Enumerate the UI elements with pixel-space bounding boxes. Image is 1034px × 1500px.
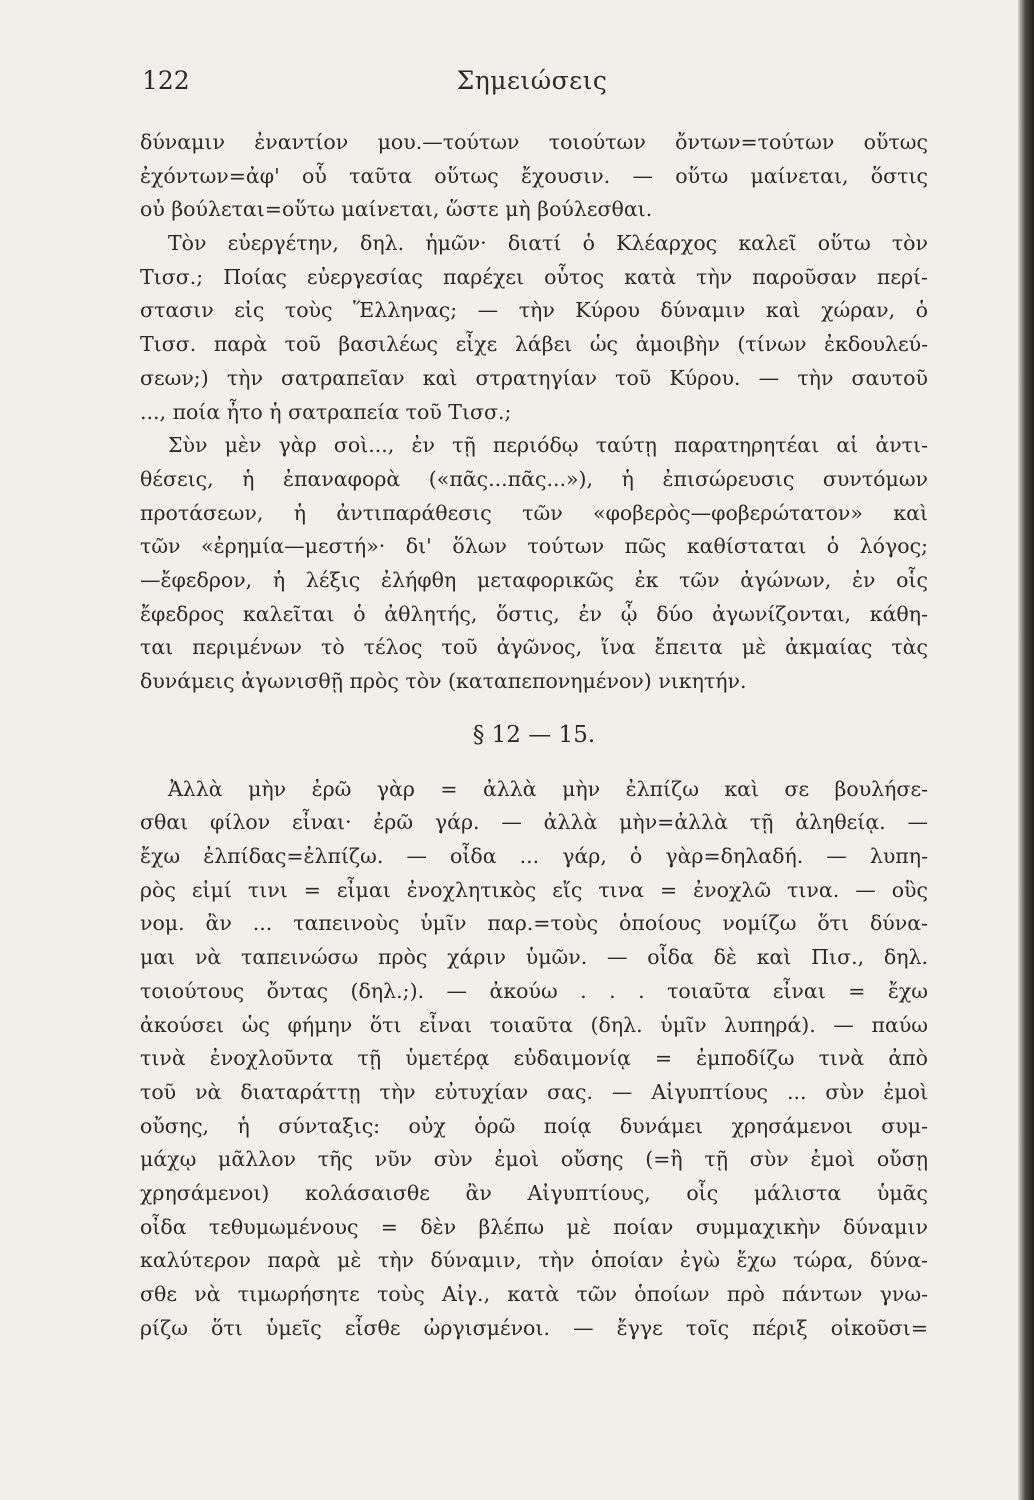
text-line: —ἔφεδρον, ἡ λέξις ἐλήφθη μεταφορικῶς ἐκ τῶν ἀγώνων, ἐν οἷς xyxy=(140,567,928,592)
page-header xyxy=(142,66,922,106)
text-line: τοιούτους ὄντας (δηλ.;). — ἀκούω . . . τοιαῦτα εἶναι = ἔχω xyxy=(140,978,928,1003)
text-line: Τὸν εὐεργέτην, δηλ. ἡμῶν· διατί ὁ Κλέαρχος καλεῖ οὕτω τὸν xyxy=(168,231,928,256)
text-line: ἔχω ἐλπίδας=ἐλπίζω. — οἶδα ... γάρ, ὁ γὰρ=δηλαδή. — λυπη- xyxy=(140,844,928,869)
text-line: μάχῳ μᾶλλον τῆς νῦν σὺν ἐμοὶ οὔσης (=ἢ τῇ σὺν ἐμοὶ οὔσῃ xyxy=(140,1147,928,1172)
text-line: στασιν εἰς τοὺς Ἕλληνας; — τὴν Κύρου δύναμιν καὶ χώραν, ὁ xyxy=(140,298,928,323)
text-line: δύναμιν ἐναντίον μου.—τούτων τοιούτων ὄντων=τούτων οὕτως xyxy=(140,130,928,154)
page-number: 122 xyxy=(142,66,190,95)
text-line: Ἀλλὰ μὴν ἐρῶ γὰρ = ἀλλὰ μὴν ἐλπίζω καὶ σε βουλήσε- xyxy=(168,776,928,801)
text-line: ται περιμένων τὸ τέλος τοῦ ἀγῶνος, ἵνα ἔπειτα μὲ ἀκμαίας τὰς xyxy=(140,635,928,660)
text-line: οὐ βούλεται=οὕτω μαίνεται, ὥστε μὴ βούλεσθαι. xyxy=(140,197,653,222)
text-line: καλύτερον παρὰ μὲ τὴν δύναμιν, τὴν ὁποίαν ἐγὼ ἔχω τώρα, δύνα- xyxy=(140,1248,928,1273)
text-line: σεων;) τὴν σατραπεῖαν καὶ στρατηγίαν τοῦ Κύρου. — τὴν σαυτοῦ xyxy=(140,365,928,390)
text-line: Τισσ. παρὰ τοῦ βασιλέως εἶχε λάβει ὡς ἀμοιβὴν (τίνων ἐκδουλεύ- xyxy=(140,332,928,357)
text-line: χρησάμενοι) κολάσαισθε ἂν Αἰγυπτίους, οἷς μάλιστα ὑμᾶς xyxy=(140,1180,928,1205)
text-line: οἶδα τεθυμωμένους = δὲν βλέπω μὲ ποίαν συμμαχικὴν δύναμιν xyxy=(140,1214,928,1239)
text-line: τινὰ ἐνοχλοῦντα τῇ ὑμετέρᾳ εὐδαιμονίᾳ = ἐμποδίζω τινὰ ἀπὸ xyxy=(140,1046,928,1071)
text-line: ἐχόντων=ἀφ' οὗ ταῦτα οὕτως ἔχουσιν. — οὕτω μαίνεται, ὅστις xyxy=(140,163,928,188)
text-line: προτάσεων, ἡ ἀντιπαράθεσις τῶν «φοβερὸς—φοβερώτατον» καὶ xyxy=(140,500,928,525)
running-head: Σημειώσεις xyxy=(456,66,608,95)
text-line: ρὸς εἰμί τινι = εἶμαι ἐνοχλητικὸς εἴς τινα = ἐνοχλῶ τινα. — οὓς xyxy=(140,877,928,902)
text-line: ρίζω ὅτι ὑμεῖς εἶσθε ὠργισμένοι. — ἔγγε τοῖς πέριξ οἰκοῦσι= xyxy=(140,1315,928,1340)
text-line: Τισσ.; Ποίας εὐεργεσίας παρέχει οὗτος κατὰ τὴν παροῦσαν περί- xyxy=(140,264,928,289)
text-line: τῶν «ἐρημία—μεστή»· δι' ὅλων τούτων πῶς καθίσταται ὁ λόγος; xyxy=(140,534,928,559)
page-edge xyxy=(1018,0,1034,1500)
text-line: οὔσης, ἡ σύνταξις: οὐχ ὁρῶ ποίᾳ δυνάμει χρησάμενοι συμ- xyxy=(140,1113,928,1138)
text-line: θέσεις, ἡ ἐπαναφορὰ («πᾶς...πᾶς...»), ἡ ἐπισώρευσις συντόμων xyxy=(140,466,928,491)
body-text xyxy=(140,126,928,1345)
text-line: νομ. ἂν ... ταπεινοὺς ὑμῖν παρ.=τοὺς ὁποίους νομίζω ὅτι δύνα- xyxy=(140,911,928,936)
text-line: ἔφεδρος καλεῖται ὁ ἀθλητής, ὅστις, ἐν ᾧ δύο ἀγωνίζονται, κάθη- xyxy=(140,601,928,626)
text-line: σθαι φίλον εἶναι· ἐρῶ γάρ. — ἀλλὰ μὴν=ἀλλὰ τῇ ἀληθείᾳ. — xyxy=(140,810,928,835)
text-line: μαι νὰ ταπεινώσω πρὸς χάριν ὑμῶν. — οἶδα δὲ καὶ Πισ., δηλ. xyxy=(140,945,928,970)
section-heading: § 12 — 15. xyxy=(472,721,596,748)
text-line: τοῦ νὰ διαταράττῃ τὴν εὐτυχίαν σας. — Αἰγυπτίους ... σὺν ἐμοὶ xyxy=(140,1079,928,1104)
text-line: σθε νὰ τιμωρήσητε τοὺς Αἰγ., κατὰ τῶν ὁποίων πρὸ πάντων γνω- xyxy=(140,1282,928,1306)
text-line: ..., ποία ἦτο ἡ σατραπεία τοῦ Τισσ.; xyxy=(140,399,512,424)
text-line: Σὺν μὲν γὰρ σοὶ..., ἐν τῇ περιόδῳ ταύτῃ παρατηρητέαι αἱ ἀντι- xyxy=(168,433,928,458)
text-line: δυνάμεις ἀγωνισθῇ πρὸς τὸν (καταπεπονημένον) νικητήν. xyxy=(140,669,747,693)
text-line: ἀκούσει ὡς φήμην ὅτι εἶναι τοιαῦτα (δηλ. ὑμῖν λυπηρά). — παύω xyxy=(140,1012,928,1037)
